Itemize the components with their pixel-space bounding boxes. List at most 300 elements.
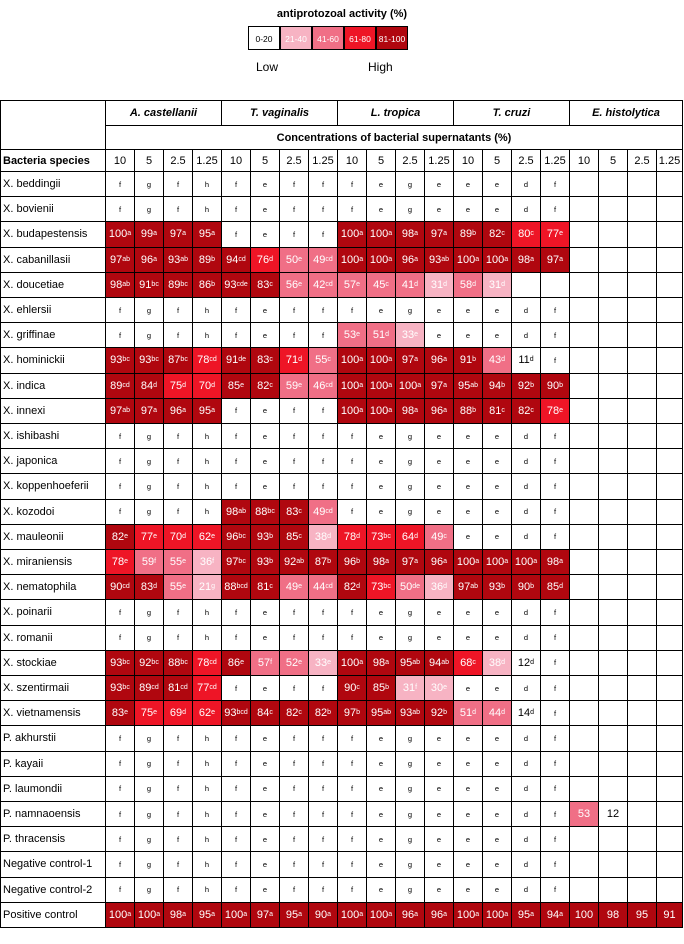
data-cell: 88 bc: [164, 651, 193, 676]
data-cell: f: [338, 500, 367, 525]
data-cell: 30 e: [425, 676, 454, 701]
data-cell: [657, 676, 683, 701]
data-cell: f: [280, 197, 309, 222]
concentration-label: 5: [135, 150, 164, 172]
species-name: X. nematophila: [0, 575, 106, 600]
data-cell: g: [396, 827, 425, 852]
data-cell: 12: [599, 802, 628, 827]
data-cell: [599, 449, 628, 474]
data-cell: f: [338, 852, 367, 877]
data-cell: e: [454, 726, 483, 751]
species-name: P. akhurstii: [0, 726, 106, 751]
data-cell: g: [135, 827, 164, 852]
data-cell: 94 a: [541, 903, 570, 928]
data-cell: 93 ab: [164, 248, 193, 273]
data-cell: f: [309, 726, 338, 751]
data-cell: e: [454, 298, 483, 323]
species-name: P. laumondii: [0, 777, 106, 802]
data-cell: f: [309, 777, 338, 802]
data-cell: g: [396, 600, 425, 625]
data-cell: 11 d: [512, 348, 541, 373]
data-cell: d: [512, 298, 541, 323]
data-cell: e: [454, 197, 483, 222]
data-cell: g: [396, 878, 425, 903]
data-cell: f: [106, 827, 135, 852]
data-cell: f: [106, 802, 135, 827]
data-cell: d: [512, 424, 541, 449]
data-cell: f: [280, 600, 309, 625]
data-cell: 97 a: [164, 222, 193, 247]
data-cell: e: [251, 752, 280, 777]
data-cell: 94 cd: [222, 248, 251, 273]
data-cell: [657, 701, 683, 726]
data-cell: e: [454, 626, 483, 651]
data-cell: 41 d: [396, 273, 425, 298]
data-cell: f: [164, 827, 193, 852]
data-cell: e: [425, 323, 454, 348]
data-cell: e: [454, 323, 483, 348]
data-cell: g: [135, 197, 164, 222]
data-cell: f: [541, 878, 570, 903]
data-cell: [657, 500, 683, 525]
data-cell: 81 c: [483, 399, 512, 424]
species-name: P. kayaii: [0, 752, 106, 777]
data-cell: [570, 878, 599, 903]
data-cell: 84 d: [135, 374, 164, 399]
data-cell: f: [541, 626, 570, 651]
data-cell: f: [106, 752, 135, 777]
data-cell: 88 bcd: [222, 575, 251, 600]
data-cell: 92 bc: [135, 651, 164, 676]
data-cell: 90 c: [338, 676, 367, 701]
data-cell: [628, 852, 657, 877]
data-cell: h: [193, 726, 222, 751]
data-cell: 83 d: [135, 575, 164, 600]
data-cell: 50 de: [396, 575, 425, 600]
data-cell: [570, 525, 599, 550]
data-cell: 85 b: [367, 676, 396, 701]
data-cell: e: [425, 752, 454, 777]
data-cell: [657, 550, 683, 575]
data-cell: f: [309, 197, 338, 222]
data-cell: 50 e: [280, 248, 309, 273]
data-cell: e: [483, 449, 512, 474]
data-cell: [628, 172, 657, 197]
data-cell: 97 ab: [106, 399, 135, 424]
data-cell: g: [396, 852, 425, 877]
data-cell: 51 d: [454, 701, 483, 726]
data-cell: e: [454, 676, 483, 701]
data-cell: e: [251, 827, 280, 852]
data-cell: 55 c: [309, 348, 338, 373]
data-cell: 43 d: [483, 348, 512, 373]
data-cell: 75 d: [164, 374, 193, 399]
data-cell: h: [193, 802, 222, 827]
legend-low-label: Low: [256, 60, 279, 74]
data-cell: [570, 197, 599, 222]
data-cell: d: [512, 323, 541, 348]
concentration-label: 1.25: [541, 150, 570, 172]
data-cell: 52 e: [280, 651, 309, 676]
data-cell: f: [222, 449, 251, 474]
pathogen-header: A. castellanii: [106, 100, 222, 126]
data-cell: [599, 222, 628, 247]
data-cell: [599, 525, 628, 550]
data-cell: f: [338, 424, 367, 449]
data-cell: e: [483, 323, 512, 348]
data-cell: 82 c: [280, 701, 309, 726]
data-cell: [599, 374, 628, 399]
data-cell: 82 c: [251, 374, 280, 399]
data-cell: 97 ab: [106, 248, 135, 273]
data-cell: e: [425, 424, 454, 449]
data-cell: 91: [657, 903, 683, 928]
data-cell: e: [251, 626, 280, 651]
color-legend: [0, 0, 684, 95]
data-cell: e: [483, 726, 512, 751]
data-cell: 68 c: [454, 651, 483, 676]
data-cell: e: [454, 424, 483, 449]
data-cell: 95 a: [512, 903, 541, 928]
species-name: X. beddingii: [0, 172, 106, 197]
data-cell: [599, 651, 628, 676]
data-cell: [570, 323, 599, 348]
data-cell: h: [193, 197, 222, 222]
data-cell: f: [222, 298, 251, 323]
species-name: X. hominickii: [0, 348, 106, 373]
data-cell: [657, 878, 683, 903]
data-cell: f: [309, 449, 338, 474]
species-name: P. thracensis: [0, 827, 106, 852]
data-cell: e: [483, 424, 512, 449]
data-cell: 95 ab: [454, 374, 483, 399]
data-cell: f: [106, 777, 135, 802]
data-cell: e: [454, 172, 483, 197]
data-cell: 100 a: [512, 550, 541, 575]
data-cell: 49 e: [280, 575, 309, 600]
data-cell: f: [164, 878, 193, 903]
data-cell: 33 e: [396, 323, 425, 348]
data-cell: 95 a: [193, 903, 222, 928]
data-cell: f: [164, 197, 193, 222]
data-cell: e: [454, 777, 483, 802]
data-cell: e: [483, 852, 512, 877]
data-cell: [657, 752, 683, 777]
data-cell: [599, 752, 628, 777]
data-cell: f: [309, 424, 338, 449]
data-cell: h: [193, 827, 222, 852]
data-cell: 62 e: [193, 525, 222, 550]
data-cell: [599, 676, 628, 701]
data-cell: e: [251, 323, 280, 348]
data-cell: f: [309, 298, 338, 323]
data-cell: e: [454, 878, 483, 903]
data-cell: f: [338, 802, 367, 827]
data-cell: [570, 676, 599, 701]
data-cell: e: [483, 474, 512, 499]
data-cell: 100 a: [106, 903, 135, 928]
pathogen-header: E. histolytica: [570, 100, 683, 126]
data-cell: f: [106, 726, 135, 751]
data-cell: f: [106, 600, 135, 625]
data-cell: f: [164, 500, 193, 525]
data-cell: 76 d: [251, 248, 280, 273]
data-cell: g: [396, 298, 425, 323]
data-cell: 51 d: [367, 323, 396, 348]
data-cell: [657, 600, 683, 625]
data-cell: [570, 348, 599, 373]
data-cell: [628, 273, 657, 298]
data-cell: e: [483, 676, 512, 701]
data-cell: f: [338, 197, 367, 222]
data-cell: e: [251, 298, 280, 323]
data-cell: h: [193, 298, 222, 323]
data-cell: f: [541, 852, 570, 877]
concentration-label: 1.25: [425, 150, 454, 172]
data-cell: e: [251, 449, 280, 474]
data-cell: f: [164, 752, 193, 777]
data-cell: h: [193, 172, 222, 197]
concentration-label: 10: [570, 150, 599, 172]
data-cell: 90 b: [512, 575, 541, 600]
data-cell: [657, 374, 683, 399]
data-cell: 100 a: [483, 903, 512, 928]
data-cell: g: [135, 474, 164, 499]
data-cell: e: [425, 298, 454, 323]
data-cell: f: [222, 726, 251, 751]
data-cell: f: [222, 852, 251, 877]
data-cell: e: [425, 449, 454, 474]
data-cell: 64 d: [396, 525, 425, 550]
data-cell: 81 c: [251, 575, 280, 600]
data-cell: 97 a: [425, 374, 454, 399]
data-cell: 97 a: [425, 222, 454, 247]
data-cell: [599, 600, 628, 625]
data-cell: [628, 399, 657, 424]
data-cell: 96 a: [425, 399, 454, 424]
data-cell: h: [193, 752, 222, 777]
data-cell: e: [454, 449, 483, 474]
data-cell: e: [483, 626, 512, 651]
data-cell: 69 d: [164, 701, 193, 726]
data-cell: 78 e: [106, 550, 135, 575]
species-name: X. ehlersii: [0, 298, 106, 323]
data-cell: [628, 525, 657, 550]
data-cell: 97 ab: [454, 575, 483, 600]
data-cell: 44 d: [483, 701, 512, 726]
data-cell: 78 d: [338, 525, 367, 550]
species-name: X. romanii: [0, 626, 106, 651]
data-cell: e: [251, 600, 280, 625]
data-cell: d: [512, 802, 541, 827]
concentration-label: 5: [483, 150, 512, 172]
species-name: X. bovienii: [0, 197, 106, 222]
data-cell: f: [338, 449, 367, 474]
data-cell: h: [193, 777, 222, 802]
data-cell: f: [309, 474, 338, 499]
data-cell: [628, 676, 657, 701]
data-cell: 21 g: [193, 575, 222, 600]
data-cell: 100 a: [222, 903, 251, 928]
data-cell: f: [106, 626, 135, 651]
data-cell: 100 a: [338, 348, 367, 373]
data-cell: 49 c: [425, 525, 454, 550]
data-cell: e: [425, 802, 454, 827]
legend-title: antiprotozoal activity (%): [276, 8, 408, 20]
data-cell: f: [280, 474, 309, 499]
data-cell: h: [193, 626, 222, 651]
data-cell: e: [425, 852, 454, 877]
data-cell: 90 a: [309, 903, 338, 928]
data-cell: [657, 575, 683, 600]
data-cell: 100 a: [367, 374, 396, 399]
data-cell: 59 f: [135, 550, 164, 575]
data-cell: [657, 449, 683, 474]
data-cell: g: [135, 323, 164, 348]
data-cell: 46 cd: [309, 374, 338, 399]
species-name: X. vietnamensis: [0, 701, 106, 726]
concentration-header: Concentrations of bacterial supernatants (%): [106, 126, 683, 150]
data-cell: g: [396, 449, 425, 474]
data-cell: f: [280, 777, 309, 802]
species-name: P. namnaoensis: [0, 802, 106, 827]
data-cell: 77 cd: [193, 676, 222, 701]
data-cell: f: [164, 852, 193, 877]
data-cell: [570, 399, 599, 424]
data-cell: f: [222, 878, 251, 903]
data-cell: 100 a: [367, 222, 396, 247]
data-cell: [570, 701, 599, 726]
data-cell: f: [309, 852, 338, 877]
data-cell: f: [541, 827, 570, 852]
data-cell: f: [309, 626, 338, 651]
data-cell: 100 a: [454, 903, 483, 928]
data-cell: f: [222, 323, 251, 348]
data-cell: e: [425, 474, 454, 499]
data-cell: f: [106, 197, 135, 222]
data-cell: d: [512, 777, 541, 802]
pathogen-header: T. cruzi: [454, 100, 570, 126]
data-cell: 89 cd: [106, 374, 135, 399]
data-cell: 95 ab: [396, 651, 425, 676]
data-cell: 44 cd: [309, 575, 338, 600]
data-cell: f: [106, 449, 135, 474]
data-cell: 89 cd: [135, 676, 164, 701]
data-cell: [599, 626, 628, 651]
data-cell: [628, 550, 657, 575]
data-cell: 55 e: [164, 550, 193, 575]
species-name: Negative control-1: [0, 852, 106, 877]
data-cell: e: [367, 197, 396, 222]
legend-bin-4: 61-80: [344, 26, 376, 50]
data-cell: 97 a: [541, 248, 570, 273]
species-name: X. poinarii: [0, 600, 106, 625]
data-cell: 100 a: [483, 550, 512, 575]
data-cell: e: [251, 726, 280, 751]
data-cell: [599, 474, 628, 499]
data-cell: g: [135, 500, 164, 525]
data-cell: 77 e: [541, 222, 570, 247]
data-cell: [628, 500, 657, 525]
header-blank: [0, 100, 106, 150]
data-cell: 87 b: [309, 550, 338, 575]
data-cell: f: [280, 222, 309, 247]
data-cell: 81 cd: [164, 676, 193, 701]
data-cell: 100 a: [367, 399, 396, 424]
data-cell: 96 a: [135, 248, 164, 273]
data-cell: [541, 273, 570, 298]
data-cell: f: [541, 525, 570, 550]
data-cell: e: [483, 298, 512, 323]
data-cell: 100 a: [106, 222, 135, 247]
data-cell: 85 d: [541, 575, 570, 600]
data-cell: [628, 651, 657, 676]
data-cell: 86 b: [193, 273, 222, 298]
data-cell: f: [164, 600, 193, 625]
data-cell: e: [367, 726, 396, 751]
data-cell: f: [309, 676, 338, 701]
data-cell: d: [512, 852, 541, 877]
data-cell: 89 b: [193, 248, 222, 273]
data-cell: f: [106, 298, 135, 323]
data-cell: h: [193, 449, 222, 474]
data-cell: f: [541, 701, 570, 726]
species-name: X. szentirmaii: [0, 676, 106, 701]
data-cell: g: [135, 626, 164, 651]
data-cell: 96 a: [396, 248, 425, 273]
data-cell: 91 de: [222, 348, 251, 373]
data-cell: g: [135, 424, 164, 449]
data-cell: e: [251, 777, 280, 802]
data-cell: [570, 852, 599, 877]
data-cell: f: [280, 172, 309, 197]
data-cell: [628, 323, 657, 348]
data-cell: [628, 474, 657, 499]
data-cell: [570, 298, 599, 323]
data-cell: [599, 197, 628, 222]
data-cell: f: [280, 676, 309, 701]
data-cell: [599, 500, 628, 525]
data-cell: 97 a: [135, 399, 164, 424]
data-cell: 98 a: [164, 903, 193, 928]
data-cell: e: [483, 777, 512, 802]
data-cell: f: [309, 752, 338, 777]
data-cell: f: [222, 197, 251, 222]
species-name: X. ishibashi: [0, 424, 106, 449]
data-cell: [570, 575, 599, 600]
data-cell: [599, 852, 628, 877]
data-cell: [599, 550, 628, 575]
data-cell: [570, 550, 599, 575]
data-cell: 88 bc: [251, 500, 280, 525]
data-cell: 96 a: [425, 348, 454, 373]
data-cell: 49 cd: [309, 500, 338, 525]
data-cell: g: [396, 172, 425, 197]
data-cell: d: [512, 449, 541, 474]
data-cell: e: [425, 777, 454, 802]
data-cell: [599, 424, 628, 449]
data-cell: [657, 197, 683, 222]
data-cell: f: [541, 298, 570, 323]
data-cell: [628, 248, 657, 273]
data-cell: [657, 827, 683, 852]
data-cell: [628, 298, 657, 323]
concentration-label: 2.5: [512, 150, 541, 172]
data-cell: 85 c: [280, 525, 309, 550]
data-cell: 49 cd: [309, 248, 338, 273]
data-cell: f: [222, 399, 251, 424]
data-cell: 97 bc: [222, 550, 251, 575]
